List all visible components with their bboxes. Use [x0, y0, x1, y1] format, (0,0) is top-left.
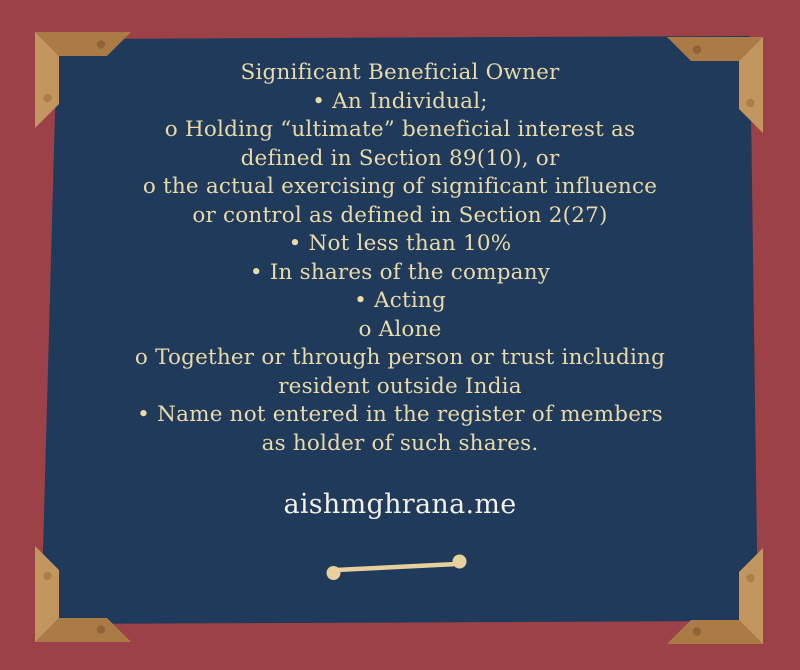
bullet-line: • Name not entered in the register of members: [137, 402, 663, 427]
bullet-line: • Acting: [354, 288, 446, 313]
divider-right-dot: [453, 555, 467, 569]
bullet-line: • An Individual;: [312, 88, 488, 114]
sub-bullet-line-continued: resident outside India: [278, 373, 522, 399]
sub-bullet-line: o the actual exercising of significant influence: [142, 174, 658, 199]
bullet-line-continued: as holder of such shares.: [261, 430, 539, 456]
bullet-line: • Not less than 10%: [288, 231, 512, 256]
sub-bullet-line: o Alone: [358, 316, 442, 342]
sub-bullet-line: o Together or through person or trust including: [134, 345, 666, 370]
sub-bullet-line-continued: defined in Section 89(10), or: [240, 145, 560, 171]
sub-bullet-line: o Holding “ultimate” beneficial interest as: [164, 117, 636, 142]
poster-title-line: Significant Beneficial Owner: [240, 60, 560, 85]
poster-text-block: [0, 59, 800, 458]
sub-bullet-line-continued: or control as defined in Section 2(27): [192, 202, 608, 228]
website-text: aishmghrana.me: [283, 489, 517, 520]
bullet-line: • In shares of the company: [249, 259, 551, 285]
divider-left-dot: [327, 566, 341, 580]
